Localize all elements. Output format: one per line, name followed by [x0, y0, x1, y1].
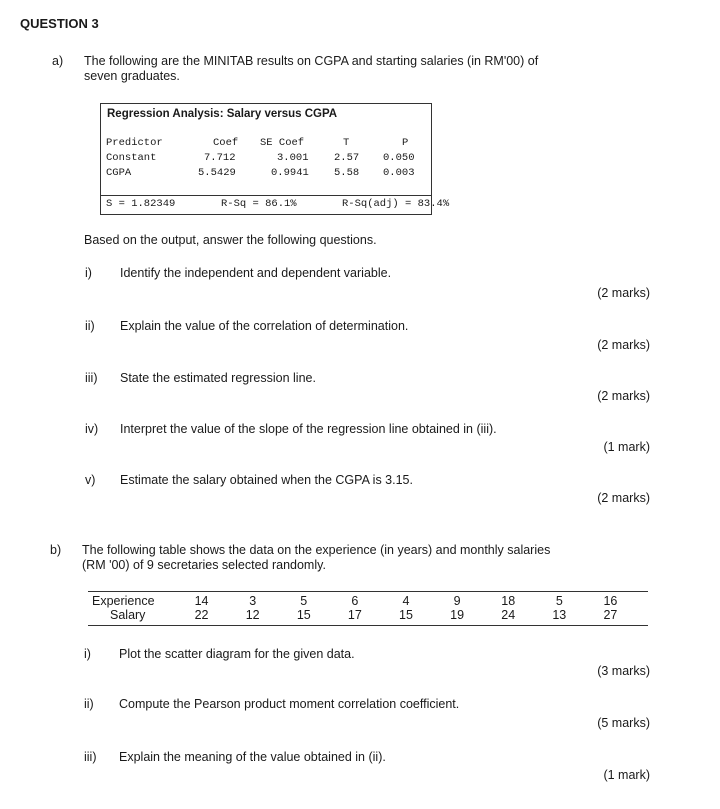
qa-2-text: Explain the value of the correlation of determination. — [120, 319, 409, 333]
row-cgpa-p: 0.003 — [383, 167, 415, 179]
experience-value: 16 — [603, 594, 618, 608]
row-constant-p: 0.050 — [383, 152, 415, 164]
stats-divider — [100, 195, 432, 196]
qa-4-text: Interpret the value of the slope of the regression line obtained in (iii). — [120, 422, 497, 436]
experience-value: 9 — [453, 594, 461, 608]
salary-value: 24 — [501, 608, 516, 622]
question-title: QUESTION 3 — [20, 16, 99, 31]
qb-3-marks: (1 mark) — [603, 768, 650, 782]
qb-1-marks: (3 marks) — [597, 664, 650, 678]
experience-value: 5 — [555, 594, 563, 608]
experience-salary-table — [92, 594, 636, 622]
qa-2-marks: (2 marks) — [597, 338, 650, 352]
qa-5-num: v) — [85, 473, 96, 487]
qb-3-text: Explain the meaning of the value obtained in (ii). — [119, 750, 386, 764]
qa-4-num: iv) — [85, 422, 99, 436]
table-bottom-rule — [88, 625, 648, 626]
experience-row — [92, 594, 636, 608]
row-constant-se: 3.001 — [277, 152, 309, 164]
qa-3-marks: (2 marks) — [597, 389, 650, 403]
qb-2-marks: (5 marks) — [597, 716, 650, 730]
part-a-intro-line2: seven graduates. — [84, 69, 180, 83]
salary-value: 12 — [245, 608, 260, 622]
part-b-label: b) — [50, 543, 62, 557]
qb-2-text: Compute the Pearson product moment correlation coefficient. — [119, 697, 460, 711]
experience-value: 3 — [249, 594, 257, 608]
col-coef: Coef — [213, 137, 239, 149]
qa-5-text: Estimate the salary obtained when the CGPA is 3.15. — [120, 473, 413, 487]
minitab-header: Regression Analysis: Salary versus CGPA — [107, 108, 338, 120]
experience-value: 5 — [300, 594, 308, 608]
row-constant-t: 2.57 — [334, 152, 360, 164]
part-b-intro-line1: The following table shows the data on the experience (in years) and monthly salaries — [82, 543, 551, 557]
qa-1-marks: (2 marks) — [597, 286, 650, 300]
row-cgpa-coef: 5.5429 — [198, 167, 236, 179]
part-a-label: a) — [52, 54, 64, 68]
qa-1-num: i) — [85, 266, 92, 280]
qb-1-num: i) — [84, 647, 91, 661]
salary-value: 15 — [399, 608, 413, 622]
experience-value: 6 — [351, 594, 359, 608]
salary-value: 22 — [194, 608, 209, 622]
experience-label: Experience — [92, 594, 155, 608]
part-a-intro-line1: The following are the MINITAB results on CGPA and starting salaries (in RM'00) of — [84, 54, 539, 68]
experience-value: 4 — [402, 594, 410, 608]
qa-3-num: iii) — [85, 371, 98, 385]
col-predictor: Predictor — [106, 137, 163, 149]
salary-value: 17 — [347, 608, 362, 622]
qb-1-text: Plot the scatter diagram for the given data. — [119, 647, 355, 661]
experience-value: 18 — [501, 594, 516, 608]
experience-value: 14 — [194, 594, 209, 608]
stat-s: S = 1.82349 — [106, 198, 176, 210]
row-cgpa-t: 5.58 — [334, 167, 360, 179]
salary-value: 27 — [603, 608, 618, 622]
qb-2-num: ii) — [84, 697, 94, 711]
part-a-instruction: Based on the output, answer the following questions. — [84, 233, 377, 247]
salary-value: 19 — [450, 608, 465, 622]
salary-label: Salary — [110, 608, 146, 622]
row-cgpa-label: CGPA — [106, 167, 132, 179]
col-p: P — [402, 137, 409, 149]
qa-5-marks: (2 marks) — [597, 491, 650, 505]
qa-3-text: State the estimated regression line. — [120, 371, 316, 385]
row-constant-coef: 7.712 — [204, 152, 236, 164]
salary-value: 15 — [296, 608, 311, 622]
row-constant-label: Constant — [106, 152, 157, 164]
stat-rsq-adj: R-Sq(adj) = 83.4% — [342, 198, 450, 210]
qa-2-num: ii) — [85, 319, 95, 333]
qb-3-num: iii) — [84, 750, 97, 764]
part-b-intro-line2: (RM '00) of 9 secretaries selected randomly. — [82, 558, 326, 572]
salary-value: 13 — [552, 608, 567, 622]
col-se-coef: SE Coef — [260, 137, 305, 149]
qa-1-text: Identify the independent and dependent variable. — [120, 266, 392, 280]
salary-row — [92, 608, 636, 622]
table-top-rule — [88, 591, 648, 592]
stat-rsq: R-Sq = 86.1% — [221, 198, 297, 210]
qa-4-marks: (1 mark) — [603, 440, 650, 454]
col-t: T — [343, 137, 350, 149]
row-cgpa-se: 0.9941 — [271, 167, 309, 179]
